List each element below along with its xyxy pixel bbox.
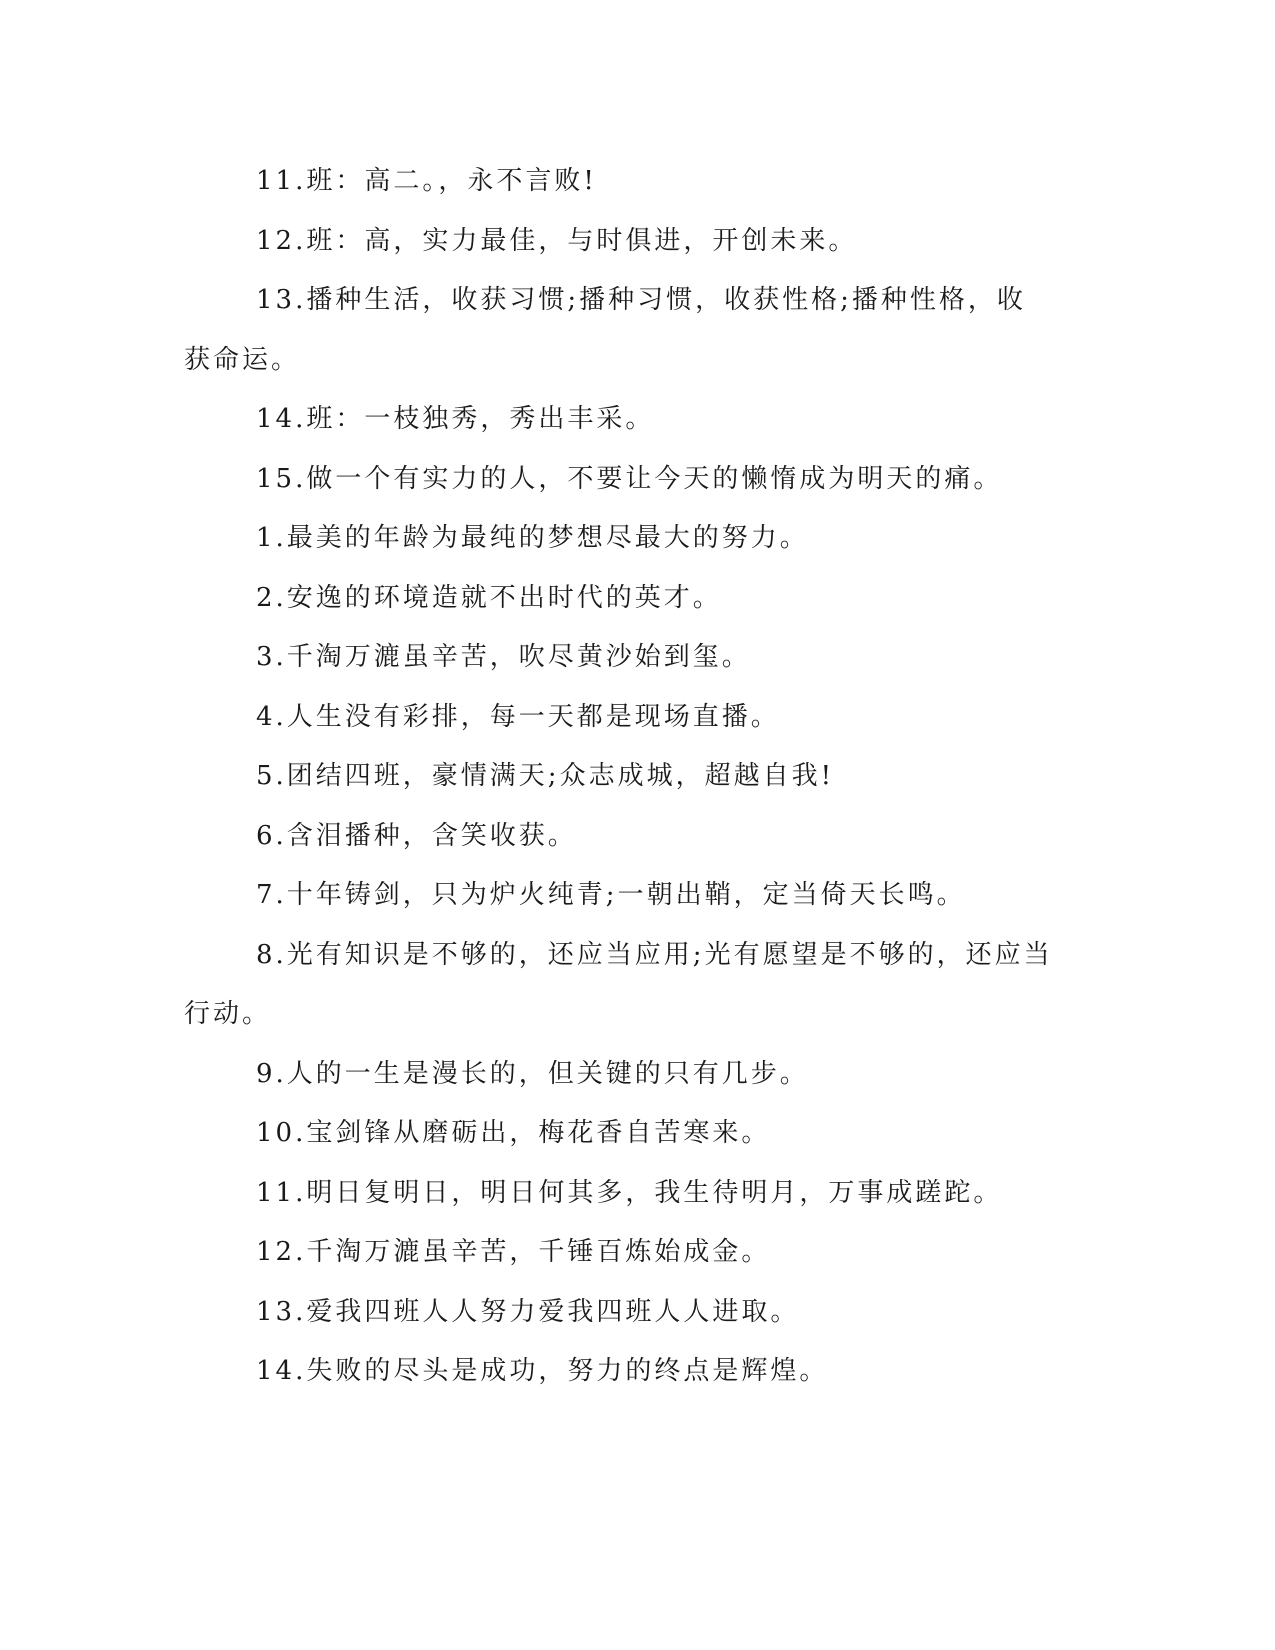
- paragraph-11: 6.含泪播种，含笑收获。: [256, 820, 577, 851]
- paragraph-9: 4.人生没有彩排，每一天都是现场直播。: [256, 701, 780, 732]
- paragraph-10: 5.团结四班，豪情满天;众志成城，超越自我!: [256, 761, 835, 791]
- paragraph-16: 11.明日复明日，明日何其多，我生待明月，万事成蹉跎。: [256, 1177, 1003, 1208]
- paragraph-5: 15.做一个有实力的人，不要让今天的懒惰成为明天的痛。: [256, 463, 1003, 494]
- paragraph-1: 11.班：高二。，永不言败!: [256, 166, 597, 196]
- paragraph-15: 10.宝剑锋从磨砺出，梅花香自苦寒来。: [256, 1118, 771, 1148]
- paragraph-14: 9.人的一生是漫长的，但关键的只有几步。: [256, 1058, 809, 1089]
- document-body: [184, 152, 1054, 1402]
- paragraph-13: 8.光有知识是不够的，还应当应用;光有愿望是不够的，还应当行动。: [184, 939, 1053, 1029]
- paragraph-17: 12.千淘万漉虽辛苦，千锤百炼始成金。: [256, 1237, 771, 1267]
- paragraph-8: 3.千淘万漉虽辛苦，吹尽黄沙始到玺。: [256, 642, 751, 672]
- paragraph-19: 14.失败的尽头是成功，努力的终点是辉煌。: [256, 1356, 829, 1386]
- paragraph-7: 2.安逸的环境造就不出时代的英才。: [256, 582, 722, 613]
- paragraph-6: 1.最美的年龄为最纯的梦想尽最大的努力。: [256, 523, 809, 553]
- paragraph-3: 13.播种生活，收获习惯;播种习惯，收获性格;播种性格，收获命运。: [184, 285, 1026, 375]
- paragraph-18: 13.爱我四班人人努力爱我四班人人进取。: [256, 1296, 800, 1327]
- paragraph-2: 12.班：高，实力最佳，与时俱进，开创未来。: [256, 225, 858, 256]
- paragraph-4: 14.班：一枝独秀，秀出丰采。: [256, 404, 655, 434]
- paragraph-12: 7.十年铸剑，只为炉火纯青;一朝出鞘，定当倚天长鸣。: [256, 880, 966, 910]
